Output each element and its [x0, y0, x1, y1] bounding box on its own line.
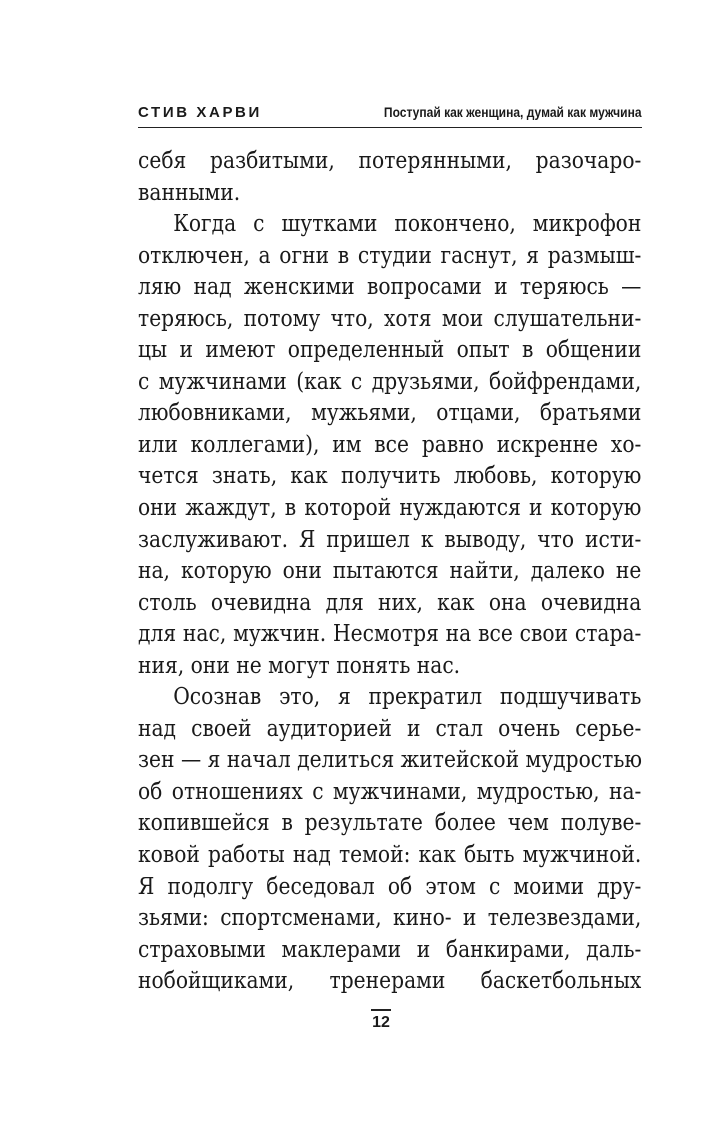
- text-line: ванными.: [138, 179, 241, 206]
- page-number: 12: [372, 1013, 390, 1031]
- text-line: или коллегами), им все равно искренне хо-: [138, 431, 642, 458]
- text-line: зьями: спортсменами, кино- и телезвездами,: [138, 905, 642, 932]
- text-line: с мужчинами (как с друзьями, бойфрендами,: [138, 368, 642, 395]
- text-line: на, которую они пытаются найти, далеко не: [138, 558, 642, 585]
- page-number-rule: [371, 1009, 391, 1011]
- text-line: чется знать, как получить любовь, которую: [138, 463, 642, 490]
- body-text: [138, 146, 642, 998]
- text-line: теряюсь, потому что, хотя мои слушательни-: [138, 305, 642, 332]
- text-line: над своей аудиторией и стал очень серье-: [138, 715, 642, 742]
- text-line: зен — я начал делиться житейской мудростью: [138, 747, 642, 774]
- running-head-book-title: Поступай как женщина, думай как мужчина: [384, 104, 642, 120]
- text-line: Когда с шутками покончено, микрофон: [173, 211, 642, 238]
- text-line: нобойщиками, тренерами баскетбольных: [138, 968, 642, 995]
- text-line: отключен, а огни в студии гаснут, я размыш-: [138, 242, 642, 269]
- text-line: Осознав это, я прекратил подшучивать: [173, 684, 642, 711]
- text-line: столь очевидна для них, как она очевидна: [138, 589, 642, 616]
- text-line: цы и имеют определенный опыт в общении: [138, 337, 642, 364]
- text-line: ковой работы над темой: как быть мужчиной.: [138, 842, 642, 869]
- running-head: [138, 103, 642, 128]
- page-number-block: [365, 1009, 397, 1032]
- text-line: Я подолгу беседовал об этом с моими дру-: [138, 873, 642, 900]
- text-line: они жаждут, в которой нуждаются и которую: [138, 495, 642, 522]
- text-line: ния, они не могут понять нас.: [138, 652, 461, 679]
- text-line: себя разбитыми, потерянными, разочаро-: [138, 148, 642, 174]
- text-line: ляю над женскими вопросами и теряюсь —: [138, 274, 642, 301]
- text-line: об отношениях с мужчинами, мудростью, на-: [138, 778, 642, 805]
- text-line: страховыми маклерами и банкирами, даль-: [138, 936, 642, 963]
- text-line: копившейся в результате более чем полуве-: [138, 810, 642, 837]
- text-line: заслуживают. Я пришел к выводу, что исти-: [138, 526, 642, 553]
- text-line: для нас, мужчин. Несмотря на все свои стара-: [138, 621, 642, 648]
- text-line: любовниками, мужьями, отцами, братьями: [138, 400, 642, 427]
- running-head-author: СТИВ ХАРВИ: [138, 104, 262, 121]
